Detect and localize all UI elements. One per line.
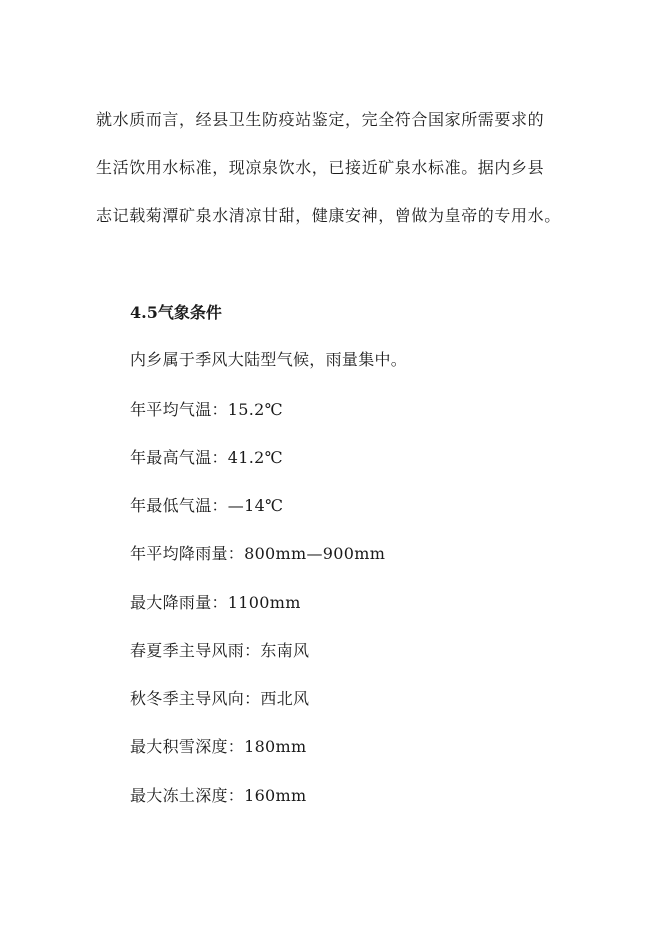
list-item-annual-avg-temp: 年平均气温：15.2℃	[130, 400, 283, 419]
section-heading: 4.5气象条件	[130, 303, 222, 322]
list-item-autumn-winter-wind: 秋冬季主导风向：西北风	[130, 689, 310, 708]
list-item-max-rainfall: 最大降雨量：1100mm	[130, 593, 301, 612]
paragraph-line-1: 就水质而言，经县卫生防疫站鉴定，完全符合国家所需要求的	[96, 110, 545, 129]
section-intro: 内乡属于季风大陆型气候，雨量集中。	[130, 350, 408, 369]
list-item-spring-summer-wind: 春夏季主导风雨：东南风	[130, 641, 310, 660]
list-item-max-snow-depth: 最大积雪深度：180mm	[130, 737, 307, 756]
list-item-annual-avg-rainfall: 年平均降雨量：800mm—900mm	[130, 544, 386, 563]
list-item-annual-max-temp: 年最高气温：41.2℃	[130, 448, 283, 467]
paragraph-line-3: 志记载菊潭矿泉水清凉甘甜，健康安神，曾做为皇帝的专用水。	[96, 206, 561, 225]
list-item-max-frozen-soil-depth: 最大冻土深度：160mm	[130, 786, 307, 805]
list-item-annual-min-temp: 年最低气温：—14℃	[130, 496, 284, 515]
paragraph-line-2: 生活饮用水标准，现凉泉饮水，已接近矿泉水标准。据内乡县	[96, 158, 545, 177]
